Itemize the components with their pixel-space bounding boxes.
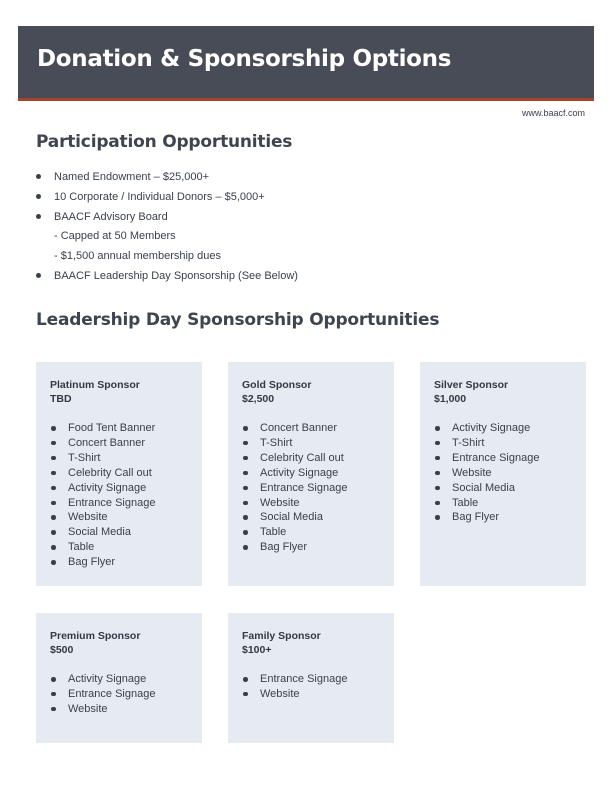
bullet-icon <box>243 426 248 431</box>
sponsor-title: Silver Sponsor <box>434 379 509 391</box>
benefit-text: Concert Banner <box>68 436 146 449</box>
bullet-icon <box>243 456 248 461</box>
header-accent-rule <box>18 98 594 101</box>
sponsor-card-family <box>228 613 394 743</box>
bullet-icon <box>51 426 56 431</box>
benefit-text: Bag Flyer <box>452 511 500 524</box>
benefit-text: Entrance Signage <box>260 673 348 685</box>
benefit-item <box>434 451 572 466</box>
benefit-text: Social Media <box>452 481 515 494</box>
benefit-item <box>50 540 188 555</box>
benefit-text: T-Shirt <box>68 451 101 464</box>
benefit-text: Website <box>68 511 108 524</box>
sponsor-title: Gold Sponsor <box>242 379 312 391</box>
participation-item <box>36 249 298 269</box>
bullet-icon <box>243 471 248 476</box>
benefit-item <box>242 496 380 511</box>
benefit-item <box>50 451 188 466</box>
sponsor-title: Platinum Sponsor <box>50 379 140 391</box>
participation-list <box>36 170 298 289</box>
sponsor-title: Family Sponsor <box>242 630 321 642</box>
participation-item-text: - Capped at 50 Members <box>54 230 176 243</box>
bullet-icon <box>51 677 56 682</box>
benefit-text: Website <box>68 702 108 715</box>
benefit-item <box>242 510 380 525</box>
bullet-icon <box>36 214 41 219</box>
participation-heading: Participation Opportunities <box>36 132 293 152</box>
sponsor-card-premium <box>36 613 202 743</box>
sponsor-price: $2,500 <box>242 393 275 405</box>
benefit-list <box>50 672 188 717</box>
benefit-text: Website <box>452 466 492 479</box>
bullet-icon <box>51 692 56 697</box>
benefit-text: Activity Signage <box>68 673 147 685</box>
bullet-icon <box>243 677 248 682</box>
benefit-list <box>434 421 572 525</box>
benefit-text: Table <box>260 526 287 539</box>
benefit-text: Activity Signage <box>260 466 339 479</box>
benefit-item <box>434 481 572 496</box>
benefit-text: Website <box>260 687 300 700</box>
benefit-item <box>242 436 380 451</box>
sponsor-title: Premium Sponsor <box>50 630 141 642</box>
bullet-icon <box>51 456 56 461</box>
benefit-text: Entrance Signage <box>260 481 348 494</box>
sponsor-price: $1,000 <box>434 393 467 405</box>
bullet-icon <box>243 441 248 446</box>
bullet-icon <box>435 426 440 431</box>
benefit-text: Entrance Signage <box>68 496 156 509</box>
benefit-text: Social Media <box>68 526 131 539</box>
benefit-item <box>242 525 380 540</box>
benefit-text: Activity Signage <box>68 481 147 494</box>
benefit-text: Bag Flyer <box>260 541 308 554</box>
bullet-icon <box>435 486 440 491</box>
bullet-icon <box>51 441 56 446</box>
benefit-item <box>50 481 188 496</box>
bullet-icon <box>51 560 56 565</box>
benefit-text: T-Shirt <box>260 436 293 449</box>
benefit-item <box>242 540 380 555</box>
page-title: Donation & Sponsorship Options <box>37 46 452 72</box>
benefit-item <box>50 466 188 481</box>
participation-item <box>36 190 298 210</box>
bullet-icon <box>435 515 440 520</box>
participation-item-text: BAACF Leadership Day Sponsorship (See Below) <box>54 269 298 282</box>
benefit-text: Social Media <box>260 511 323 524</box>
bullet-icon <box>243 486 248 491</box>
benefit-item <box>50 702 188 717</box>
benefit-item <box>242 451 380 466</box>
benefit-text: Bag Flyer <box>68 556 116 569</box>
bullet-icon <box>435 441 440 446</box>
participation-item <box>36 170 298 190</box>
benefit-item <box>242 421 380 436</box>
benefit-item <box>50 687 188 702</box>
benefit-item <box>242 481 380 496</box>
benefit-item <box>434 436 572 451</box>
sponsor-price: TBD <box>50 393 72 405</box>
benefit-text: Entrance Signage <box>68 687 156 700</box>
participation-item-text: - $1,500 annual membership dues <box>54 250 221 263</box>
benefit-item <box>50 555 188 570</box>
benefit-item <box>50 421 188 436</box>
sponsor-price: $100+ <box>242 644 272 656</box>
sponsor-card-gold <box>228 362 394 586</box>
benefit-text: Entrance Signage <box>452 451 540 464</box>
sponsor-card-platinum <box>36 362 202 586</box>
participation-item-text: BAACF Advisory Board <box>54 210 168 223</box>
bullet-icon <box>435 471 440 476</box>
benefit-item <box>434 421 572 436</box>
benefit-item <box>50 525 188 540</box>
bullet-icon <box>36 273 41 278</box>
bullet-icon <box>51 486 56 491</box>
bullet-icon <box>243 530 248 535</box>
bullet-icon <box>51 530 56 535</box>
benefit-item <box>50 436 188 451</box>
benefit-item <box>242 672 380 687</box>
participation-item <box>36 229 298 249</box>
bullet-icon <box>51 545 56 550</box>
benefit-list <box>242 672 380 702</box>
bullet-icon <box>36 174 41 179</box>
bullet-icon <box>51 707 56 712</box>
participation-item-text: Named Endowment – $25,000+ <box>54 171 210 183</box>
bullet-icon <box>51 515 56 520</box>
benefit-item <box>434 496 572 511</box>
benefit-item <box>434 466 572 481</box>
leadership-heading: Leadership Day Sponsorship Opportunities <box>36 310 440 330</box>
bullet-icon <box>51 501 56 506</box>
sponsor-card-silver <box>420 362 586 586</box>
benefit-item <box>242 466 380 481</box>
benefit-text: Table <box>68 541 95 554</box>
participation-item <box>36 269 298 289</box>
benefit-text: Food Tent Banner <box>68 422 156 434</box>
bullet-icon <box>435 456 440 461</box>
bullet-icon <box>243 545 248 550</box>
bullet-icon <box>51 471 56 476</box>
benefit-item <box>50 672 188 687</box>
benefit-item <box>242 687 380 702</box>
bullet-icon <box>243 515 248 520</box>
benefit-text: T-Shirt <box>452 436 485 449</box>
participation-item <box>36 210 298 230</box>
bullet-icon <box>435 501 440 506</box>
bullet-icon <box>243 692 248 697</box>
benefit-text: Website <box>260 496 300 509</box>
bullet-icon <box>36 194 41 199</box>
sponsor-price: $500 <box>50 644 74 656</box>
benefit-item <box>434 510 572 525</box>
website-url: www.baacf.com <box>521 108 585 118</box>
benefit-text: Celebrity Call out <box>68 466 152 479</box>
benefit-list <box>50 421 188 570</box>
benefit-list <box>242 421 380 555</box>
benefit-item <box>50 510 188 525</box>
bullet-icon <box>243 501 248 506</box>
benefit-text: Celebrity Call out <box>260 451 344 464</box>
benefit-text: Activity Signage <box>452 422 531 434</box>
participation-item-text: 10 Corporate / Individual Donors – $5,000+ <box>54 190 265 203</box>
benefit-text: Concert Banner <box>260 422 338 434</box>
benefit-item <box>50 496 188 511</box>
benefit-text: Table <box>452 496 479 509</box>
